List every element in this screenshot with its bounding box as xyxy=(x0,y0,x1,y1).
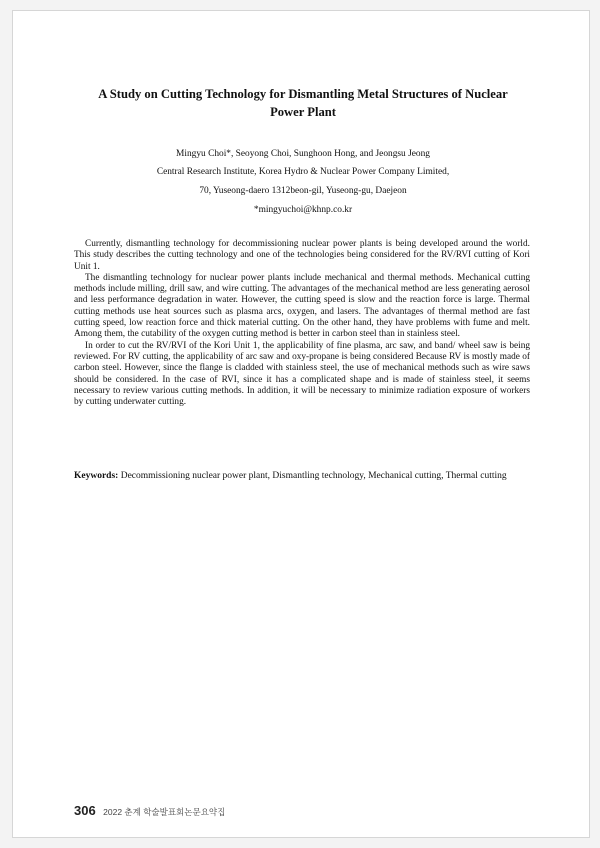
address: 70, Yuseong-daero 1312beon-gil, Yuseong-gu, Daejeon xyxy=(199,186,407,196)
page-footer xyxy=(74,802,225,820)
abstract xyxy=(74,239,530,408)
proceedings-title: 2022 춘계 학술발표회논문요약집 xyxy=(103,807,226,817)
title-line-1: A Study on Cutting Technology for Dismantling Metal Structures of Nuclear xyxy=(98,87,508,101)
page-number: 306 xyxy=(74,803,96,818)
title-line-2: Power Plant xyxy=(270,105,336,119)
abstract-paragraph-3: In order to cut the RV/RVI of the Kori Unit 1, the applicability of fine plasma, arc saw, and band/ wheel saw is being reviewed. For RV cutting, the applicability of arc saw and oxy-propane is being considered Because RV is mostly made of carbon steel. However, since the flange is cladded with stainless steel, the use of mechanical methods such as wire saws should be considered. In the case of RVI, since it has a complicated shape and is made of stainless steel, it seems necessary to review various cutting methods. In addition, it will be necessary to minimize radiation exposure of workers by cutting underwater cutting. xyxy=(74,340,530,408)
abstract-paragraph-1: Currently, dismantling technology for decommissioning nuclear power plants is being developed around the world. This study describes the cutting technology and one of the technologies being considered for the RV/RVI cutting of Kori Unit 1. xyxy=(74,239,530,272)
keywords-label: Keywords: xyxy=(74,471,119,481)
abstract-paragraph-2: The dismantling technology for nuclear power plants include mechanical and thermal methods. Mechanical cutting methods include milling, drill saw, and wire cutting. The advantages of the mechanical method are less generating aerosol and less performance degradation in water. However, the cutting speed is slow and the reaction force is large. Thermal cutting methods use heat sources such as plasma arcs, oxygen, and lasers. The advantages of thermal method are fast cutting speed, low reaction force and thick material cutting. On the other hand, they have problems with fume and melt. Among them, the cutability of the oxygen cutting method is better in carbon steel than in stainless steel. xyxy=(74,272,530,340)
keywords xyxy=(74,470,530,483)
paper-page xyxy=(12,10,590,838)
author-list: Mingyu Choi*, Seoyong Choi, Sunghoon Hong, and Jeongsu Jeong xyxy=(176,149,430,159)
paper-title xyxy=(53,85,553,121)
keywords-text: Decommissioning nuclear power plant, Dismantling technology, Mechanical cutting, Thermal cutting xyxy=(120,471,507,481)
corresponding-email: *mingyuchoi@khnp.co.kr xyxy=(253,205,353,215)
affiliation: Central Research Institute, Korea Hydro & Nuclear Power Company Limited, xyxy=(156,167,450,177)
